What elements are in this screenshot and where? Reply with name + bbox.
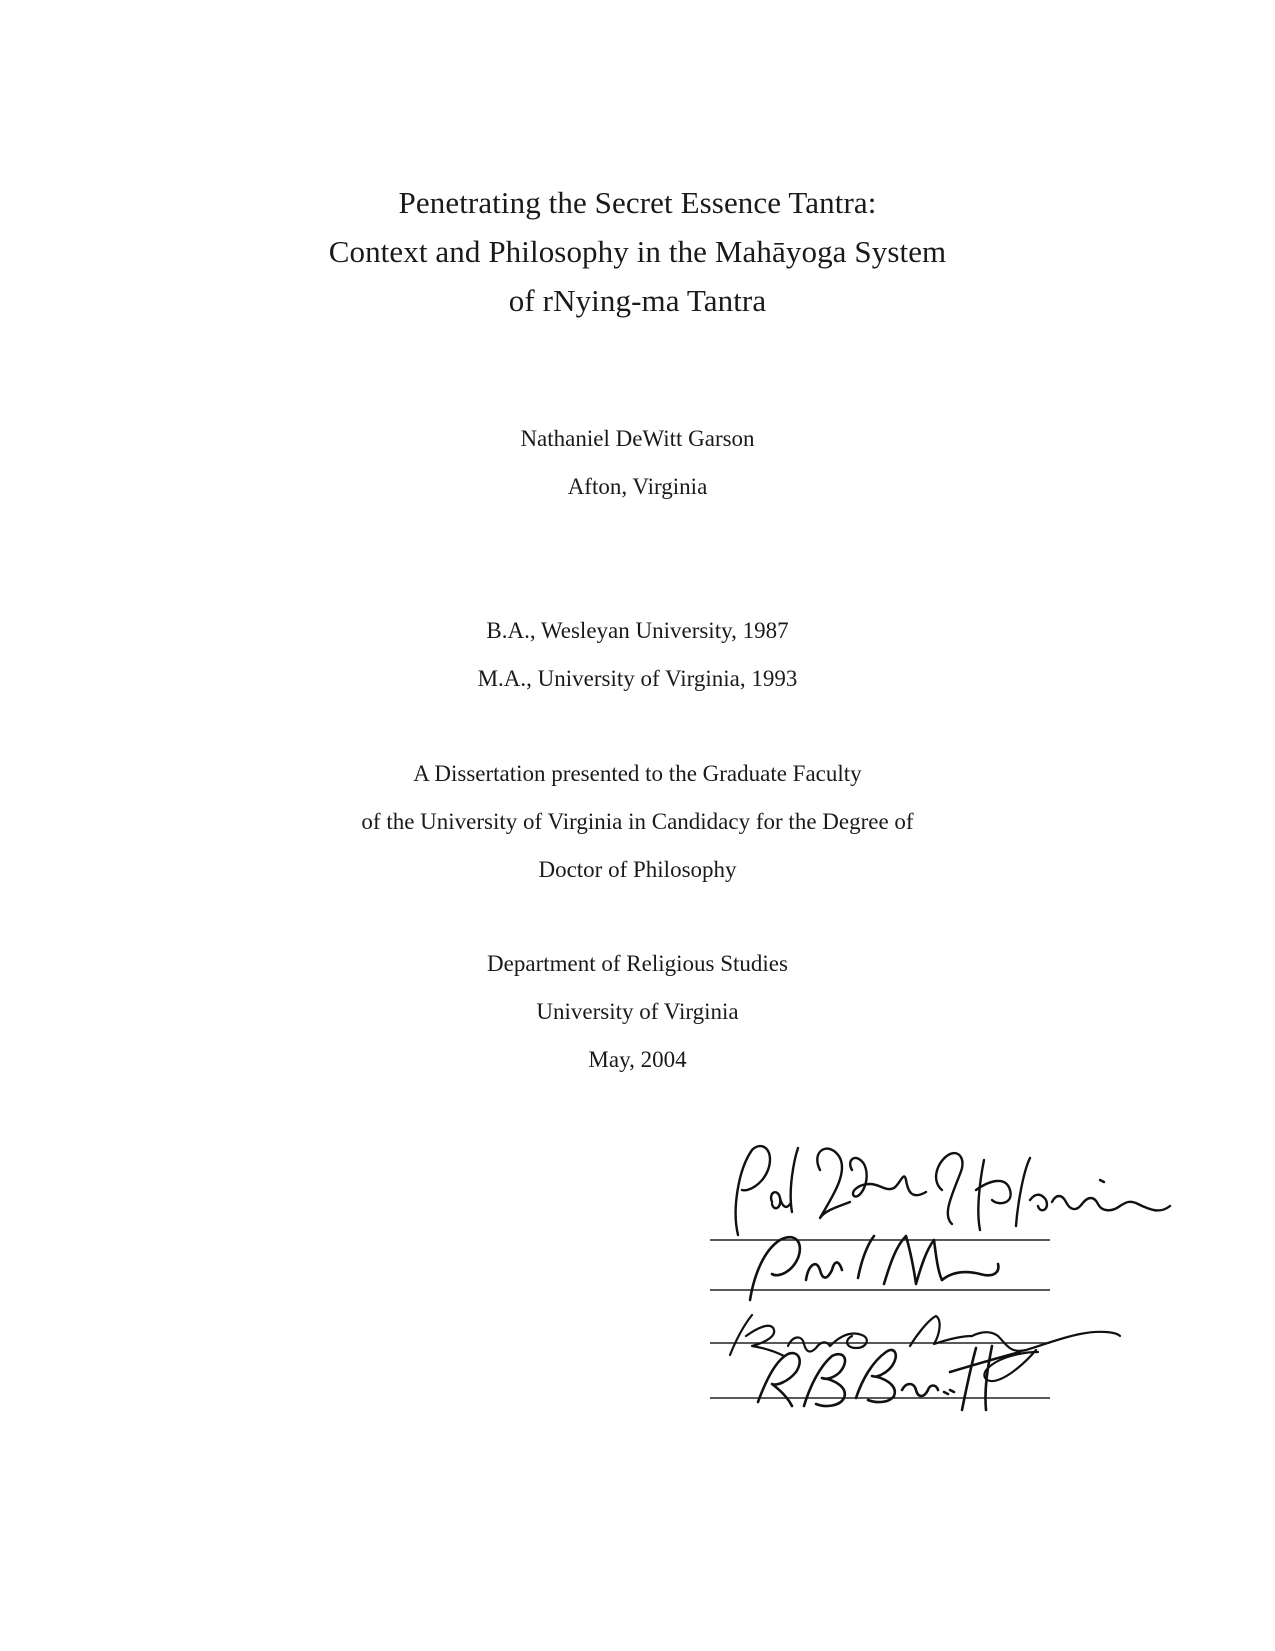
signature-4 [758,1346,1020,1410]
title-line-3: of rNying-ma Tantra [508,283,767,318]
date: May, 2004 [588,1047,687,1072]
dissertation-statement [0,750,1275,894]
signature-1 [736,1146,1170,1235]
title-line-2: Context and Philosophy in the Mahāyoga System [328,234,947,269]
dissertation-line-1: A Dissertation presented to the Graduate Faculty [413,761,862,786]
degrees-block [0,607,1275,703]
department: Department of Religious Studies [487,951,788,976]
dissertation-title [0,178,1275,325]
author-block [0,415,1275,511]
institution-block [0,940,1275,1084]
degree-ma: M.A., University of Virginia, 1993 [477,666,798,691]
signatures-drawing [680,1140,1220,1540]
degree-ba: B.A., Wesleyan University, 1987 [486,618,789,643]
dissertation-line-2: of the University of Virginia in Candidacy for the Degree of [361,809,914,834]
title-line-1: Penetrating the Secret Essence Tantra: [398,185,877,220]
dissertation-line-3: Doctor of Philosophy [538,857,737,882]
author-name: Nathaniel DeWitt Garson [520,426,755,451]
university: University of Virginia [536,999,739,1024]
signature-3 [730,1315,1120,1381]
signature-block [680,1140,1220,1540]
author-location: Afton, Virginia [567,474,708,499]
